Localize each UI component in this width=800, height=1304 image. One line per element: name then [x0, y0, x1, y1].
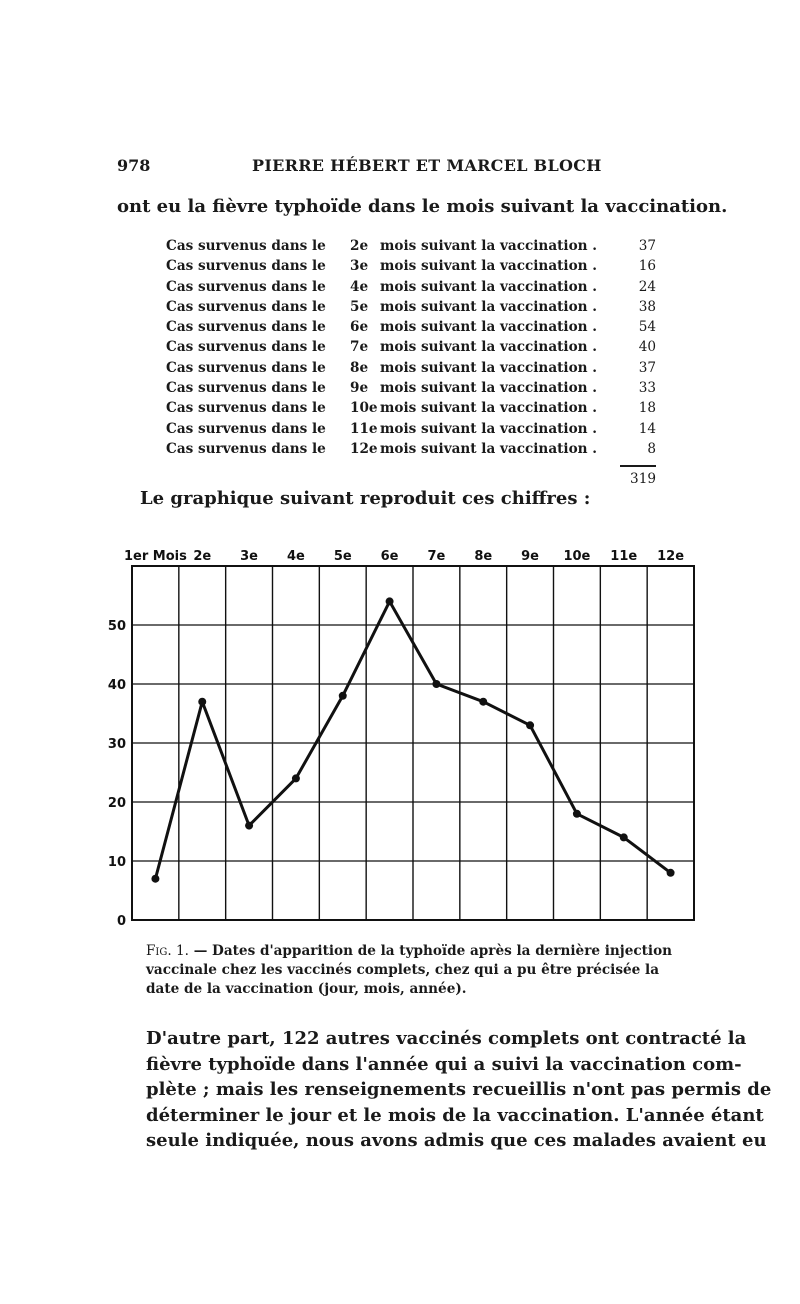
case-label: Cas survenus dans le: [166, 380, 326, 397]
body-line: D'autre part, 122 autres vaccinés complets ont contracté la: [146, 1028, 747, 1049]
data-point: [386, 597, 394, 605]
running-title: PIERRE HÉBERT ET MARCEL BLOCH: [252, 156, 602, 175]
case-text: mois suivant la vaccination .: [380, 380, 597, 397]
case-text: mois suivant la vaccination .: [380, 258, 597, 275]
data-point: [432, 680, 440, 688]
case-label: Cas survenus dans le: [166, 400, 326, 417]
month-label: 9e: [521, 549, 540, 564]
case-count: 24: [638, 278, 656, 295]
case-label: Cas survenus dans le: [166, 258, 326, 275]
data-point: [667, 869, 675, 877]
month-label: 10e: [563, 549, 591, 564]
case-text: mois suivant la vaccination .: [380, 238, 597, 254]
case-month: 6e: [350, 319, 369, 336]
month-label: 1er Mois: [123, 549, 187, 564]
data-point: [620, 833, 628, 841]
page-number: 978: [117, 156, 151, 175]
body-paragraph: [146, 1026, 772, 1154]
data-point: [573, 810, 581, 818]
data-point: [292, 774, 300, 782]
case-month: 8e: [350, 359, 369, 376]
case-month: 9e: [350, 380, 369, 397]
case-label: Cas survenus dans le: [166, 440, 326, 457]
month-label: 12e: [657, 549, 685, 564]
case-text: mois suivant la vaccination .: [380, 359, 597, 376]
data-point: [339, 692, 347, 700]
caption-line: vaccinale chez les vaccinés complets, chez qui a pu être précisée la: [146, 962, 659, 978]
month-label: 5e: [333, 549, 352, 564]
case-text: mois suivant la vaccination .: [380, 278, 597, 295]
case-month: 2e: [350, 238, 369, 254]
case-count: 37: [638, 359, 656, 376]
data-point: [526, 721, 534, 729]
case-count: 16: [638, 258, 656, 275]
y-tick-label: 10: [107, 855, 126, 870]
case-text: mois suivant la vaccination .: [380, 339, 597, 356]
month-label: 2e: [193, 549, 212, 564]
case-label: Cas survenus dans le: [166, 298, 326, 315]
case-month: 10e: [350, 400, 378, 417]
y-tick-label: 50: [107, 619, 126, 634]
case-text: mois suivant la vaccination .: [380, 420, 597, 437]
figure-label: Fig. 1.: [146, 943, 189, 959]
month-label: 4e: [286, 549, 305, 564]
month-label: 3e: [240, 549, 259, 564]
data-point: [245, 822, 253, 830]
case-month: 11e: [350, 420, 378, 437]
case-count: 14: [638, 420, 656, 437]
month-label: 8e: [474, 549, 493, 564]
y-tick-label: 40: [107, 678, 126, 693]
case-count: 54: [638, 319, 656, 336]
body-line: seule indiquée, nous avons admis que ces malades avaient eu: [146, 1130, 767, 1152]
cases-total: 319: [630, 471, 656, 487]
data-point: [151, 875, 159, 883]
data-point: [198, 698, 206, 706]
case-label: Cas survenus dans le: [166, 339, 326, 356]
case-month: 5e: [350, 298, 369, 315]
case-label: Cas survenus dans le: [166, 319, 326, 336]
case-month: 4e: [350, 278, 369, 295]
case-month: 12e: [350, 440, 378, 457]
case-count: 40: [638, 339, 656, 356]
y-tick-label: 30: [107, 737, 126, 752]
case-label: Cas survenus dans le: [166, 359, 326, 376]
case-text: mois suivant la vaccination .: [380, 440, 597, 457]
body-line: fièvre typhoïde dans l'année qui a suivi la vaccination com-: [146, 1053, 742, 1075]
case-text: mois suivant la vaccination .: [380, 400, 597, 417]
case-month: 3e: [350, 258, 369, 275]
data-point: [479, 698, 487, 706]
lead-line: ont eu la fièvre typhoïde dans le mois suivant la vaccination.: [117, 196, 728, 217]
chart-intro: Le graphique suivant reproduit ces chiffres :: [140, 488, 591, 509]
case-count: 37: [638, 238, 656, 254]
case-text: mois suivant la vaccination .: [380, 319, 597, 336]
case-count: 38: [638, 298, 656, 315]
case-month: 7e: [350, 339, 369, 356]
case-label: Cas survenus dans le: [166, 420, 326, 437]
month-label: 7e: [427, 549, 446, 564]
y-tick-label: 0: [116, 914, 126, 929]
body-line: déterminer le jour et le mois de la vaccination. L'année étant: [146, 1104, 764, 1126]
case-count: 8: [647, 440, 656, 457]
month-label: 11e: [610, 549, 638, 564]
case-text: mois suivant la vaccination .: [380, 298, 597, 315]
case-label: Cas survenus dans le: [166, 238, 326, 254]
case-count: 18: [638, 400, 656, 417]
month-label: 6e: [380, 549, 399, 564]
caption-line: date de la vaccination (jour, mois, année).: [146, 981, 467, 997]
figure-caption: [146, 942, 698, 999]
case-count: 33: [638, 380, 656, 397]
y-tick-label: 20: [107, 796, 126, 811]
case-label: Cas survenus dans le: [166, 278, 326, 295]
caption-line: — Dates d'apparition de la typhoïde après la dernière injection: [193, 943, 673, 959]
body-line: plète ; mais les renseignements recueillis n'ont pas permis de: [146, 1079, 772, 1101]
